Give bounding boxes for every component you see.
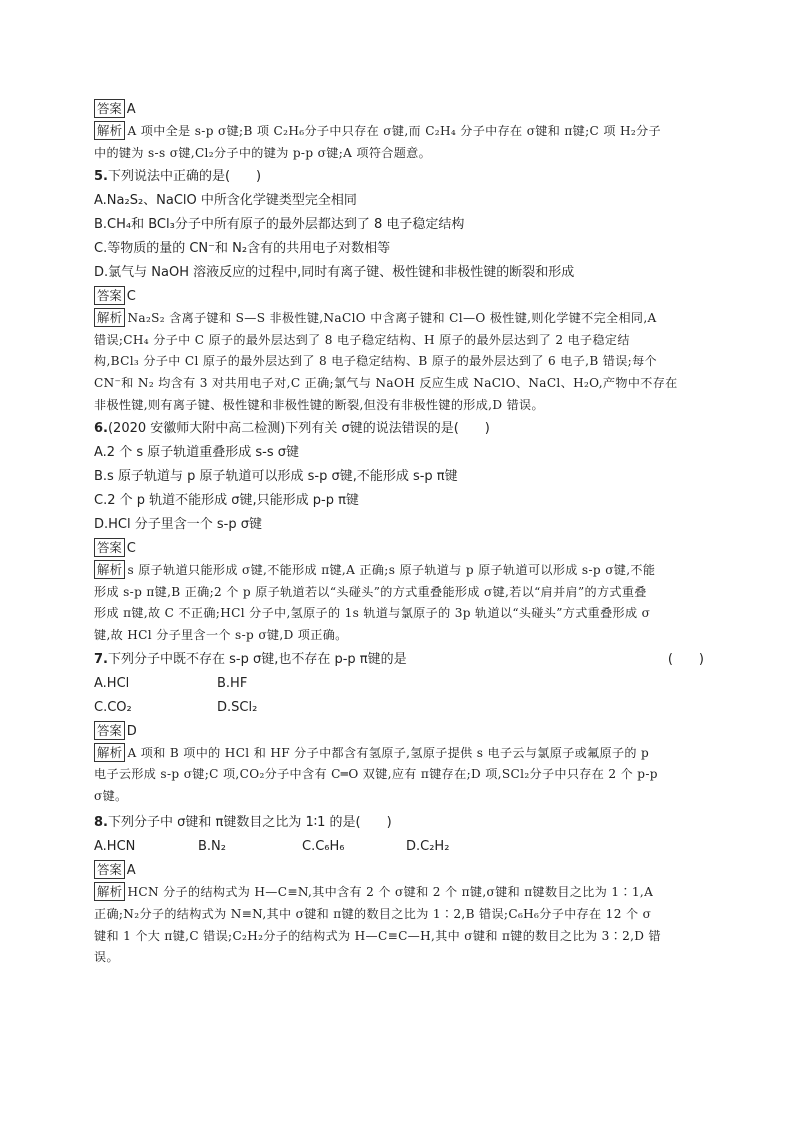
analysis-line: 误。 <box>94 950 119 965</box>
answer-value: D <box>126 723 137 739</box>
answer-line <box>94 537 704 560</box>
answer-line <box>94 720 704 743</box>
option-a: A.Na₂S₂、NaClO 中所含化学键类型完全相同 <box>94 193 357 209</box>
answer-value: A <box>126 102 136 117</box>
analysis-line: 电子云形成 s-p σ键;C 项,CO₂分子中含有 C═O 双键,应有 π键存在;D 项,SCl₂分子中只存在 2 个 p-p <box>94 767 658 782</box>
analysis-line: 正确;N₂分子的结构式为 N≡N,其中 σ键和 π键的数目之比为 1∶2,B 错误;C₆H₆分子中存在 12 个 σ <box>94 906 652 921</box>
option-a: A.HCN <box>94 839 136 855</box>
option-a: A.2 个 s 原子轨道重叠形成 s-s σ键 <box>94 445 299 461</box>
options-row <box>94 696 704 720</box>
option-a: A.HCl <box>94 675 130 691</box>
answer-line <box>94 285 704 308</box>
analysis-line: 错误;CH₄ 分子中 C 原子的最外层达到了 8 电子稳定结构、H 原子的最外层达到了 2 电子稳定结 <box>94 332 630 347</box>
answer-value: C <box>126 289 136 305</box>
question-number: 7. <box>94 651 108 667</box>
analysis-block <box>94 882 704 968</box>
analysis-block <box>94 121 704 164</box>
analysis-block <box>94 308 704 416</box>
analysis-tag: 解析 <box>94 121 125 140</box>
answer-line <box>94 98 704 121</box>
question-7-stem: 7.下列分子中既不存在 s-p σ键,也不存在 p-p π键的是 ( ) <box>94 648 704 672</box>
answer-tag: 答案 <box>94 286 125 305</box>
analysis-line: 解析 s 原子轨道只能形成 σ键,不能形成 π键,A 正确;s 原子轨道与 p 原子轨道可以形成 s-p σ键,不能 <box>94 560 704 582</box>
analysis-tag: 解析 <box>94 308 125 327</box>
question-number: 6. <box>94 421 108 437</box>
answer-value: C <box>126 541 136 557</box>
analysis-line: 解析 A 项和 B 项中的 HCl 和 HF 分子中都含有氢原子,氢原子提供 s 电子云与氯原子或氟原子的 p <box>94 743 704 765</box>
answer-tag: 答案 <box>94 860 125 879</box>
answer-line <box>94 859 704 882</box>
option-d: D.SCl₂ <box>217 699 258 715</box>
analysis-line: 键和 1 个大 π键,C 错误;C₂H₂分子的结构式为 H—C≡C—H,其中 σ键和 π键的数目之比为 3∶2,D 错 <box>94 928 661 943</box>
analysis-block <box>94 743 704 808</box>
option-c: C.等物质的量的 CN⁻和 N₂含有的共用电子对数相等 <box>94 241 391 257</box>
analysis-tag: 解析 <box>94 882 125 901</box>
analysis-block <box>94 560 704 646</box>
question-6-stem: 6.(2020 安徽师大附中高二检测)下列有关 σ键的说法错误的是( ) <box>94 421 490 437</box>
options-row <box>94 835 704 859</box>
options-row <box>94 672 704 696</box>
analysis-tag: 解析 <box>94 743 125 762</box>
option-d: D.HCl 分子里含一个 s-p σ键 <box>94 517 262 533</box>
question-number: 8. <box>94 815 108 831</box>
answer-paren: ( ) <box>667 651 704 667</box>
analysis-line: 中的键为 s-s σ键,Cl₂分子中的键为 p-p σ键;A 项符合题意。 <box>94 145 432 160</box>
analysis-line: 解析 A 项中全是 s-p σ键;B 项 C₂H₆分子中只存在 σ键,而 C₂H₄ 分子中存在 σ键和 π键;C 项 H₂分子 <box>94 121 704 143</box>
question-5-stem: 5.下列说法中正确的是( ) <box>94 169 262 185</box>
analysis-line: 非极性键,则有离子键、极性键和非极性键的断裂,但没有非极性键的形成,D 错误。 <box>94 397 544 412</box>
option-b: B.s 原子轨道与 p 原子轨道可以形成 s-p σ键,不能形成 s-p π键 <box>94 469 458 485</box>
answer-tag: 答案 <box>94 99 125 118</box>
analysis-line: 解析 Na₂S₂ 含离子键和 S—S 非极性键,NaClO 中含离子键和 Cl—O 极性键,则化学键不完全相同,A <box>94 308 704 330</box>
answer-tag: 答案 <box>94 721 125 740</box>
answer-tag: 答案 <box>94 538 125 557</box>
analysis-tag: 解析 <box>94 560 125 579</box>
option-c: C.C₆H₆ <box>302 839 345 855</box>
option-b: B.HF <box>217 675 248 691</box>
analysis-line: σ键。 <box>94 788 128 803</box>
question-number: 5. <box>94 169 108 185</box>
option-b: B.N₂ <box>198 839 226 855</box>
analysis-line: 键,故 HCl 分子里含一个 s-p σ键,D 项正确。 <box>94 627 348 642</box>
document-page <box>94 96 704 969</box>
answer-value: A <box>126 863 136 879</box>
analysis-line: 形成 π键,故 C 不正确;HCl 分子中,氢原子的 1s 轨道与氯原子的 3p 轨道以“头碰头”方式重叠形成 σ <box>94 606 651 621</box>
analysis-line: CN⁻和 N₂ 均含有 3 对共用电子对,C 正确;氯气与 NaOH 反应生成 NaClO、NaCl、H₂O,产物中不存在 <box>94 375 678 390</box>
question-8-stem: 8.下列分子中 σ键和 π键数目之比为 1∶1 的是( ) <box>94 815 392 831</box>
option-c: C.2 个 p 轨道不能形成 σ键,只能形成 p-p π键 <box>94 493 359 509</box>
analysis-line: 解析 HCN 分子的结构式为 H—C≡N,其中含有 2 个 σ键和 2 个 π键,σ键和 π键数目之比为 1∶1,A <box>94 882 704 904</box>
option-c: C.CO₂ <box>94 699 132 715</box>
analysis-line: 构,BCl₃ 分子中 Cl 原子的最外层达到了 8 电子稳定结构、B 原子的最外层达到了 6 电子,B 错误;每个 <box>94 354 657 369</box>
option-d: D.氯气与 NaOH 溶液反应的过程中,同时有离子键、极性键和非极性键的断裂和形成 <box>94 265 575 281</box>
option-d: D.C₂H₂ <box>406 839 450 855</box>
option-b: B.CH₄和 BCl₃分子中所有原子的最外层都达到了 8 电子稳定结构 <box>94 217 465 233</box>
analysis-line: 形成 s-p π键,B 正确;2 个 p 原子轨道若以“头碰头”的方式重叠能形成 σ键,若以“肩并肩”的方式重叠 <box>94 584 647 599</box>
